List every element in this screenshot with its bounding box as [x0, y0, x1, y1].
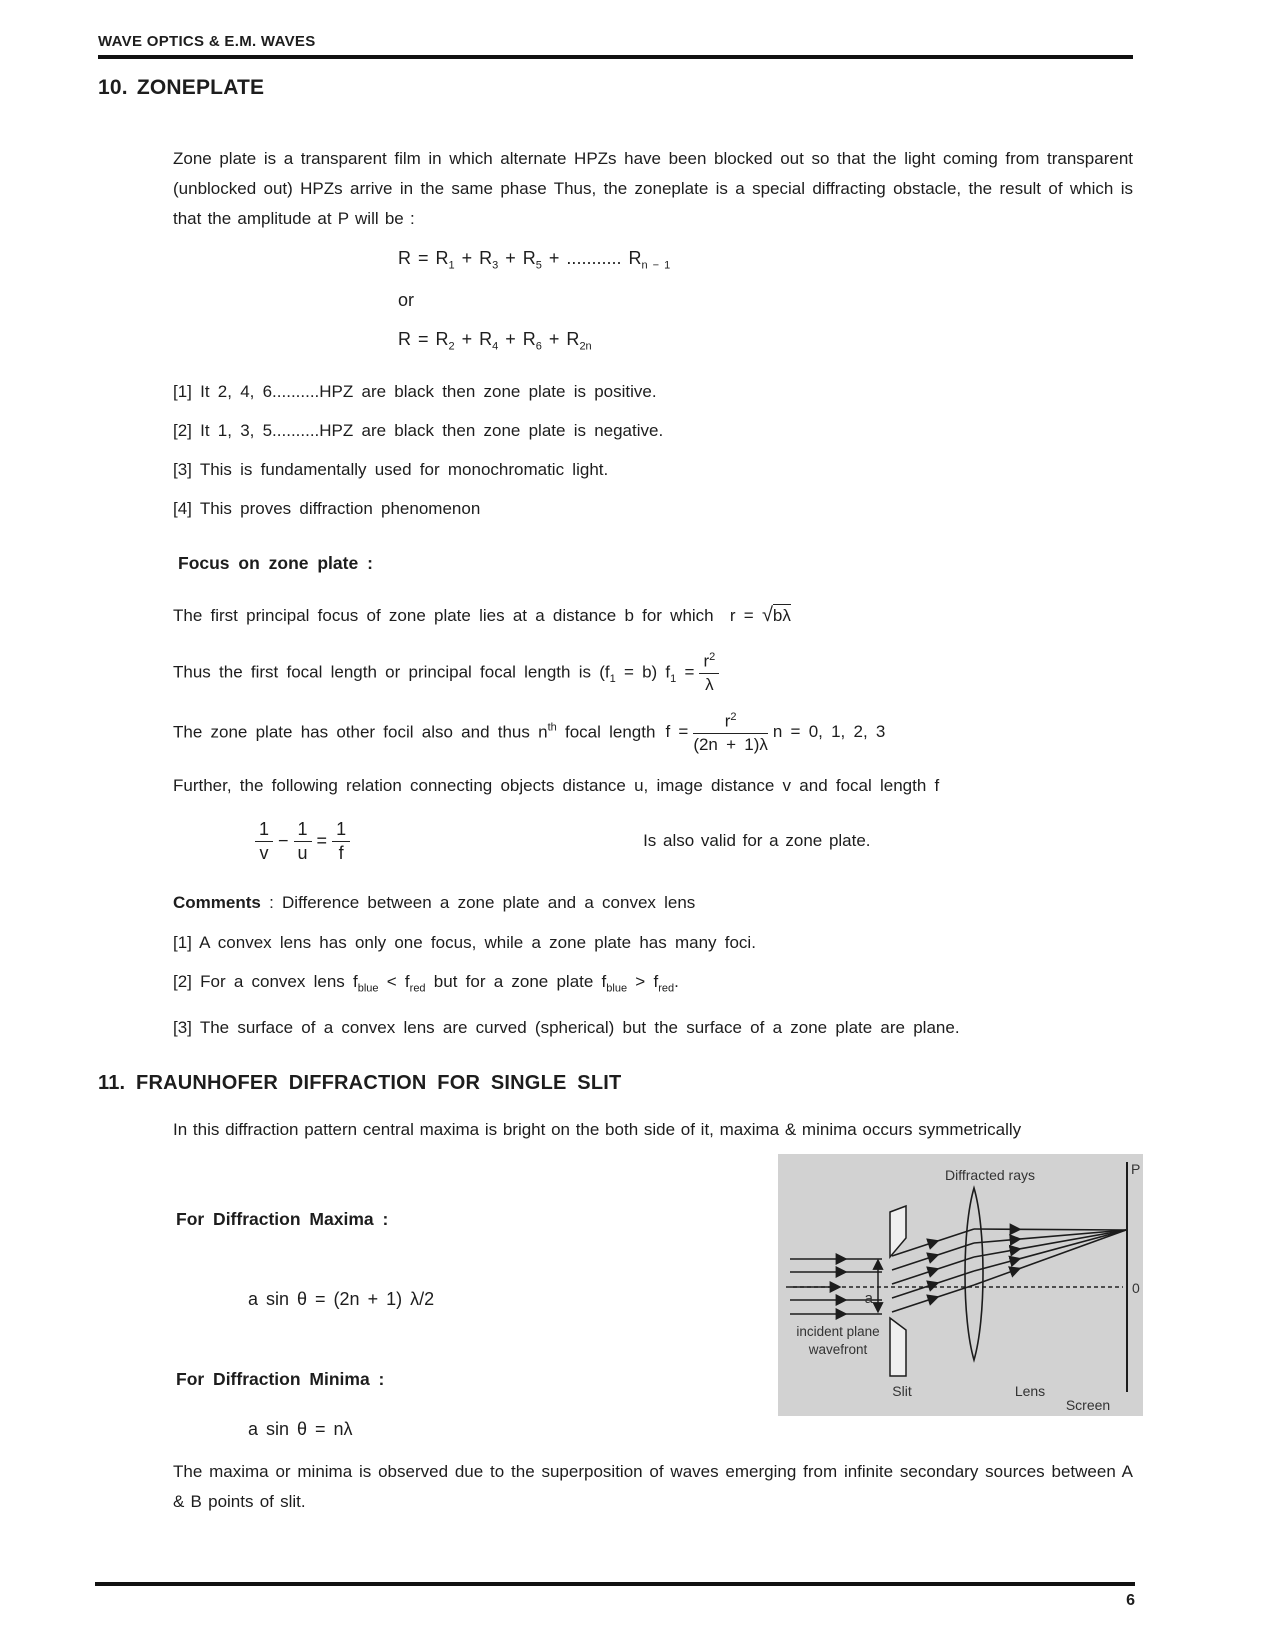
single-slit-diffraction-diagram	[778, 1154, 1143, 1416]
or-label: or	[398, 289, 415, 310]
lens-equation-row	[250, 819, 1133, 864]
zoneplate-point-4: [4] This proves diffraction phenomenon	[173, 499, 481, 519]
nth-focal-length-line: The zone plate has other focil also and thus $n^{th}$ focal length f = $\frac{r^2}{(2n + 1)\lambda}$ n = 0, 1, 2, 3	[173, 710, 886, 754]
footer-rule	[95, 1582, 1135, 1586]
comments-line: Comments : Difference between a zone plate and a convex lens	[173, 893, 696, 913]
zoneplate-point-1: [1] It 2, 4, 6..........HPZ are black then zone plate is positive.	[173, 382, 657, 402]
comment-3: [3] The surface of a convex lens are curved (spherical) but the surface of a zone plate are plane.	[173, 1017, 960, 1037]
header-rule	[98, 55, 1133, 59]
amplitude-equation-even: $R = R_2 + R_4 + R_6 + R_{2n}$	[398, 328, 592, 353]
amplitude-equation-odd: $R = R_1 + R_3 + R_5$ + ........... $R_{n - 1}$	[398, 248, 671, 272]
radius-formula: r = √bλ	[729, 604, 791, 627]
axis-zero-label: 0	[1132, 1279, 1140, 1296]
r-squared-over-lambda-fraction: $\frac{r^2}{\lambda}$	[699, 651, 719, 695]
first-focal-length-line: Thus the first focal length or principal focal length is $(f_1 = b) f_1$ = $\frac{r^2}{\lambda}$	[173, 651, 1133, 695]
comments-label: Comments	[173, 893, 261, 913]
section-11-heading: 11. FRAUNHOFER DIFFRACTION FOR SINGLE SLIT	[98, 1071, 622, 1094]
focus-heading: Focus on zone plate :	[178, 553, 373, 574]
nth-focal-fraction: $\frac{r^2}{(2n + 1)\lambda}$	[693, 710, 768, 754]
incident-wavefront-label-line1: incident plane	[796, 1323, 880, 1339]
fraunhofer-intro: In this diffraction pattern central maxima is bright on the both side of it, maxima & minima occurs symmetrically	[173, 1119, 1022, 1139]
diffraction-minima-equation: a sin θ = nλ	[248, 1418, 353, 1439]
nth-focal-formula: f = $\frac{r^2}{(2n + 1)\lambda}$ n = 0, 1, 2, 3	[665, 710, 886, 754]
further-relation-line: Further, the following relation connecting objects distance u, image distance v and focal length f	[173, 775, 940, 795]
diffraction-minima-heading: For Diffraction Minima :	[176, 1368, 385, 1389]
comment-1: [1] A convex lens has only one focus, while a zone plate has many foci.	[173, 933, 756, 953]
aperture-width-label: a	[864, 1289, 873, 1307]
page-number: 6	[1126, 1592, 1135, 1609]
zoneplate-intro-paragraph: Zone plate is a transparent film in which alternate HPZs have been blocked out so that the light coming from transparent (unblocked out) HPZs arrive in the same phase Thus, the zoneplate is a special diffracting obstacle, the result of which is that the amplitude at P will be :	[173, 149, 1133, 228]
screen-label: Screen	[1065, 1396, 1111, 1413]
lens-equation: $\frac{1}{v}$ − $\frac{1}{u}$ = $\frac{1}{f}$	[250, 819, 355, 864]
lens-equation-note: Is also valid for a zone plate.	[643, 831, 871, 851]
diffracted-rays-label: Diffracted rays	[945, 1166, 1035, 1183]
diffraction-diagram-svg	[778, 1154, 1143, 1416]
zoneplate-point-3: [3] This is fundamentally used for monochromatic light.	[173, 460, 609, 480]
first-principal-focus-line: The first principal focus of zone plate lies at a distance b for which r = √bλ	[173, 604, 791, 627]
diffraction-maxima-equation: a sin θ = (2n + 1) λ/2	[248, 1288, 435, 1309]
section-10-heading: 10. ZONEPLATE	[98, 76, 265, 99]
incident-wavefront-label-line2: wavefront	[808, 1341, 868, 1357]
point-p-label: P	[1131, 1160, 1141, 1177]
fraunhofer-outro: The maxima or minima is observed due to the superposition of waves emerging from infinite secondary sources between A & B points of slit.	[173, 1461, 1133, 1511]
diagram-background	[778, 1154, 1143, 1416]
running-header: WAVE OPTICS & E.M. WAVES	[98, 33, 316, 50]
comment-2: [2] For a convex lens $f_{blue} < f_{red}$ but for a zone plate $f_{blue} > f_{red}$.	[173, 972, 679, 995]
fraunhofer-body	[98, 1151, 1141, 1453]
diffraction-maxima-heading: For Diffraction Maxima :	[176, 1208, 389, 1229]
slit-label: Slit	[892, 1382, 912, 1399]
lens-label: Lens	[1014, 1382, 1046, 1399]
zoneplate-point-2: [2] It 1, 3, 5..........HPZ are black then zone plate is negative.	[173, 421, 664, 441]
